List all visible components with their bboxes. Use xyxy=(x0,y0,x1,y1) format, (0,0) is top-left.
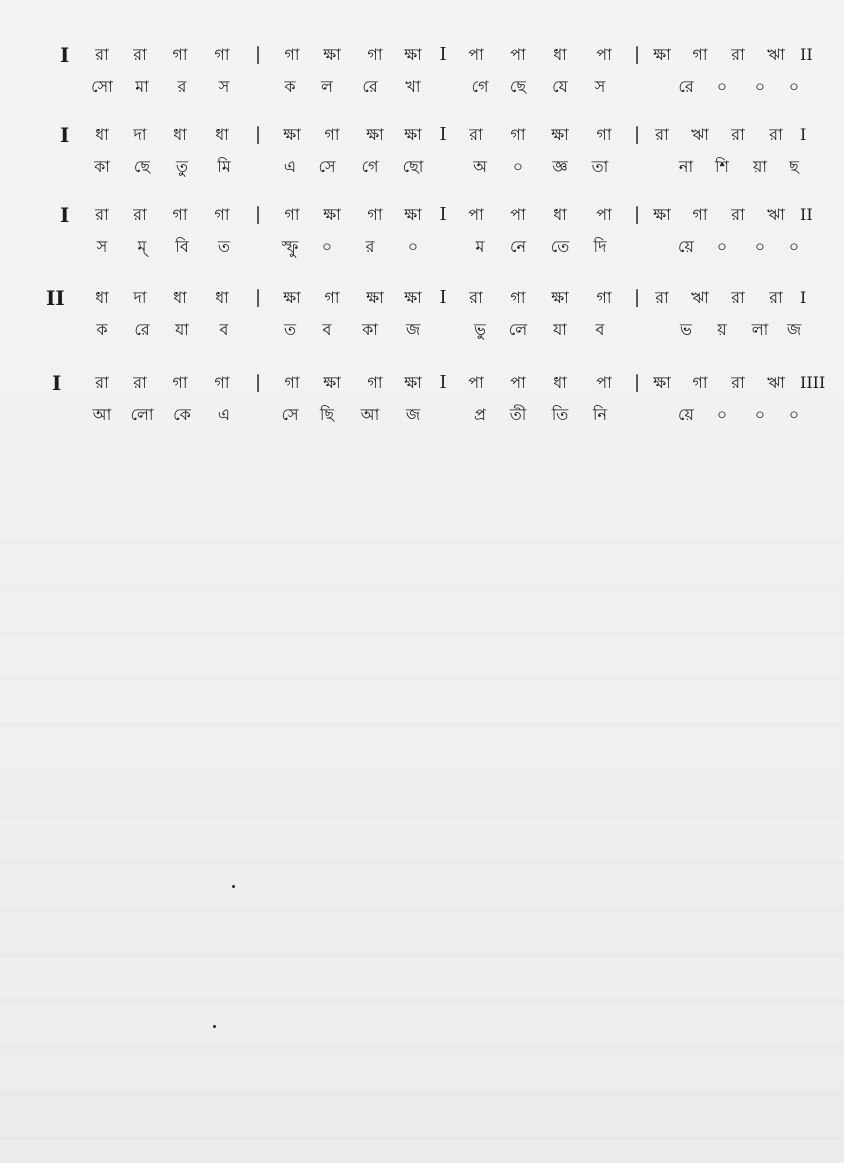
swara-note: রা xyxy=(95,45,109,64)
swara-note: ঋা xyxy=(767,45,785,64)
lyric-syllable: না xyxy=(678,157,694,176)
swara-note: গা xyxy=(172,45,188,64)
lyric-syllable: তি xyxy=(551,405,569,424)
lyric-syllable: ০ xyxy=(788,237,800,256)
swara-note: ধা xyxy=(553,373,567,392)
bar-divider: | xyxy=(254,124,262,145)
lyric-syllable: ত xyxy=(217,237,231,256)
swara-note: ক্ষা xyxy=(366,288,384,307)
lyric-syllable: আ xyxy=(92,405,112,424)
lyric-syllable: জ xyxy=(405,320,421,339)
swara-row xyxy=(0,283,844,313)
lyric-syllable: ০ xyxy=(788,405,800,424)
speck-mark xyxy=(232,885,235,888)
swara-note: গা xyxy=(692,205,708,224)
lyric-syllable: জ্ঞ xyxy=(552,157,568,176)
swara-note: পা xyxy=(510,205,526,224)
lyric-syllable: কা xyxy=(362,320,378,339)
swara-note: রা xyxy=(769,288,783,307)
swara-note: ক্ষা xyxy=(283,288,301,307)
lyric-syllable: কা xyxy=(94,157,110,176)
lyric-syllable: তী xyxy=(509,405,527,424)
swara-note: রা xyxy=(731,205,745,224)
lyric-syllable: ভ xyxy=(680,320,692,339)
notation-block xyxy=(0,40,844,112)
bar-divider: I xyxy=(439,124,447,145)
bar-divider: | xyxy=(633,124,641,145)
lyric-syllable: ভু xyxy=(474,320,486,339)
lyric-syllable: ছে xyxy=(133,157,151,176)
notation-block xyxy=(0,200,844,272)
end-marker: I xyxy=(800,125,807,144)
lyric-syllable: অ xyxy=(473,157,487,176)
lyric-syllable: ০ xyxy=(321,237,333,256)
swara-note: রা xyxy=(133,373,147,392)
bar-divider: I xyxy=(439,204,447,225)
lyric-syllable: ০ xyxy=(716,77,728,96)
lyric-syllable: রে xyxy=(134,320,150,339)
swara-note: ধা xyxy=(215,288,229,307)
swara-note: ক্ষা xyxy=(404,45,422,64)
bar-divider: | xyxy=(633,287,641,308)
swara-note: পা xyxy=(510,45,526,64)
swara-note: রা xyxy=(95,373,109,392)
swara-note: গা xyxy=(367,373,383,392)
lyric-syllable: য়ে xyxy=(678,405,694,424)
lyrics-row xyxy=(0,400,844,430)
swara-note: রা xyxy=(133,45,147,64)
lyric-syllable: খা xyxy=(405,77,421,96)
notation-block xyxy=(0,283,844,355)
bar-divider: | xyxy=(254,204,262,225)
swara-note: গা xyxy=(692,373,708,392)
swara-row xyxy=(0,200,844,230)
swara-note: ঋা xyxy=(767,373,785,392)
lyric-syllable: ক xyxy=(284,77,296,96)
lyric-syllable: এ xyxy=(217,405,231,424)
swara-note: গা xyxy=(324,288,340,307)
bar-divider: | xyxy=(254,372,262,393)
lyric-syllable: স xyxy=(594,77,606,96)
lyric-syllable: য়া xyxy=(752,157,768,176)
lyric-syllable: জ xyxy=(405,405,421,424)
swara-note: ঋা xyxy=(691,125,709,144)
notation-block xyxy=(0,120,844,192)
start-marker: I xyxy=(60,203,70,227)
lyric-syllable: প্র xyxy=(474,405,486,424)
lyric-syllable: রে xyxy=(362,77,378,96)
swara-note: ধা xyxy=(95,125,109,144)
swara-note: গা xyxy=(692,45,708,64)
swara-note: পা xyxy=(468,45,484,64)
swara-note: ক্ষা xyxy=(404,125,422,144)
swara-note: গা xyxy=(596,288,612,307)
swara-note: ধা xyxy=(95,288,109,307)
swara-note: রা xyxy=(655,125,669,144)
swara-note: ধা xyxy=(215,125,229,144)
lyric-syllable: য়ে xyxy=(678,237,694,256)
lyric-syllable: কে xyxy=(173,405,191,424)
lyric-syllable: তা xyxy=(591,157,609,176)
lyric-syllable: আ xyxy=(360,405,380,424)
lyric-syllable: ০ xyxy=(754,405,766,424)
lyric-syllable: মি xyxy=(217,157,231,176)
lyric-syllable: তু xyxy=(175,157,189,176)
swara-note: পা xyxy=(596,373,612,392)
bar-divider: I xyxy=(439,287,447,308)
swara-note: রা xyxy=(731,45,745,64)
lyric-syllable: র xyxy=(177,77,187,96)
start-marker: I xyxy=(60,123,70,147)
swara-note: পা xyxy=(468,205,484,224)
end-marker: II xyxy=(800,45,813,64)
swara-note: ধা xyxy=(173,288,187,307)
start-marker: I xyxy=(52,371,62,395)
lyric-syllable: ০ xyxy=(788,77,800,96)
swara-note: পা xyxy=(596,45,612,64)
lyric-syllable: দি xyxy=(593,237,607,256)
swara-note: ঋা xyxy=(767,205,785,224)
swara-note: ধা xyxy=(173,125,187,144)
swara-note: রা xyxy=(731,288,745,307)
bar-divider: I xyxy=(439,372,447,393)
bar-divider: | xyxy=(633,204,641,225)
lyric-syllable: স xyxy=(96,237,108,256)
lyric-syllable: নে xyxy=(509,237,527,256)
swara-note: পা xyxy=(510,373,526,392)
bar-divider: | xyxy=(633,44,641,65)
lyric-syllable: ০ xyxy=(512,157,524,176)
lyric-syllable: সো xyxy=(91,77,113,96)
lyric-syllable: যে xyxy=(552,77,568,96)
swara-note: পা xyxy=(596,205,612,224)
lyric-syllable: সে xyxy=(318,157,336,176)
swara-note: রা xyxy=(133,205,147,224)
lyric-syllable: ত xyxy=(283,320,297,339)
bar-divider: | xyxy=(254,287,262,308)
swara-note: ক্ষা xyxy=(323,205,341,224)
lyric-syllable: নি xyxy=(592,405,608,424)
lyric-syllable: ব xyxy=(595,320,605,339)
lyric-syllable: র xyxy=(365,237,375,256)
lyrics-row xyxy=(0,152,844,182)
lyric-syllable: স্ফু xyxy=(281,237,299,256)
bar-divider: | xyxy=(254,44,262,65)
lyric-syllable: ম xyxy=(475,237,485,256)
lyric-syllable: ব xyxy=(322,320,332,339)
start-marker: I xyxy=(60,43,70,67)
show-through-background xyxy=(0,500,844,1140)
lyric-syllable: ম্ xyxy=(137,237,147,256)
swara-row xyxy=(0,40,844,70)
swara-note: গা xyxy=(214,373,230,392)
swara-note: ক্ষা xyxy=(404,205,422,224)
swara-note: দা xyxy=(133,125,147,144)
speck-mark xyxy=(213,1025,216,1028)
lyric-syllable: ০ xyxy=(407,237,419,256)
swara-note: ক্ষা xyxy=(551,125,569,144)
lyric-syllable: স xyxy=(218,77,230,96)
swara-note: গা xyxy=(172,373,188,392)
swara-note: রা xyxy=(95,205,109,224)
lyric-syllable: লে xyxy=(508,320,528,339)
swara-note: ক্ষা xyxy=(366,125,384,144)
swara-note: গা xyxy=(324,125,340,144)
lyric-syllable: ছি xyxy=(319,405,335,424)
swara-note: পা xyxy=(468,373,484,392)
swara-note: রা xyxy=(655,288,669,307)
lyric-syllable: ০ xyxy=(716,237,728,256)
swara-note: রা xyxy=(469,125,483,144)
lyric-syllable: য় xyxy=(717,320,727,339)
swara-note: ক্ষা xyxy=(404,288,422,307)
lyric-syllable: লো xyxy=(130,405,154,424)
swara-note: ক্ষা xyxy=(653,205,671,224)
lyric-syllable: লা xyxy=(751,320,769,339)
swara-row xyxy=(0,368,844,398)
swara-note: গা xyxy=(367,205,383,224)
lyric-syllable: ল xyxy=(321,77,333,96)
swara-note: ক্ষা xyxy=(404,373,422,392)
swara-note: রা xyxy=(731,125,745,144)
lyric-syllable: যা xyxy=(553,320,567,339)
swara-note: গা xyxy=(284,373,300,392)
lyric-syllable: মা xyxy=(135,77,149,96)
start-marker: II xyxy=(46,286,65,310)
lyric-syllable: ছ xyxy=(789,157,799,176)
swara-note: গা xyxy=(284,45,300,64)
end-marker: II xyxy=(800,205,813,224)
lyric-syllable: শি xyxy=(714,157,730,176)
bar-divider: I xyxy=(439,44,447,65)
swara-note: রা xyxy=(469,288,483,307)
swara-note: ক্ষা xyxy=(551,288,569,307)
lyric-syllable: ব xyxy=(219,320,229,339)
lyric-syllable: সে xyxy=(281,405,299,424)
lyric-syllable: ০ xyxy=(716,405,728,424)
swara-note: গা xyxy=(214,45,230,64)
bar-divider: | xyxy=(633,372,641,393)
swara-note: ধা xyxy=(553,45,567,64)
lyric-syllable: ছে xyxy=(509,77,527,96)
lyric-syllable: ক xyxy=(96,320,108,339)
end-marker: IIII xyxy=(800,373,826,392)
lyrics-row xyxy=(0,232,844,262)
swara-note: ঋা xyxy=(691,288,709,307)
swara-note: দা xyxy=(133,288,147,307)
swara-note: ক্ষা xyxy=(653,45,671,64)
swara-note: ধা xyxy=(553,205,567,224)
lyric-syllable: এ xyxy=(283,157,297,176)
swara-note: ক্ষা xyxy=(323,373,341,392)
swara-note: গা xyxy=(596,125,612,144)
swara-note: রা xyxy=(731,373,745,392)
lyrics-row xyxy=(0,315,844,345)
swara-row xyxy=(0,120,844,150)
swara-note: গা xyxy=(214,205,230,224)
swara-note: গা xyxy=(172,205,188,224)
lyric-syllable: ছো xyxy=(402,157,424,176)
lyric-syllable: ০ xyxy=(754,237,766,256)
lyrics-row xyxy=(0,72,844,102)
end-marker: I xyxy=(800,288,807,307)
swara-note: ক্ষা xyxy=(323,45,341,64)
lyric-syllable: রে xyxy=(678,77,694,96)
swara-note: ক্ষা xyxy=(653,373,671,392)
swara-note: রা xyxy=(769,125,783,144)
lyric-syllable: যা xyxy=(175,320,189,339)
lyric-syllable: ০ xyxy=(754,77,766,96)
lyric-syllable: বি xyxy=(175,237,189,256)
swara-note: গা xyxy=(367,45,383,64)
swara-note: গা xyxy=(510,288,526,307)
lyric-syllable: গে xyxy=(471,77,489,96)
lyric-syllable: তে xyxy=(550,237,570,256)
swara-note: গা xyxy=(510,125,526,144)
swara-note: ক্ষা xyxy=(283,125,301,144)
notation-block xyxy=(0,368,844,440)
lyric-syllable: গে xyxy=(361,157,379,176)
swara-note: গা xyxy=(284,205,300,224)
lyric-syllable: জ xyxy=(786,320,802,339)
